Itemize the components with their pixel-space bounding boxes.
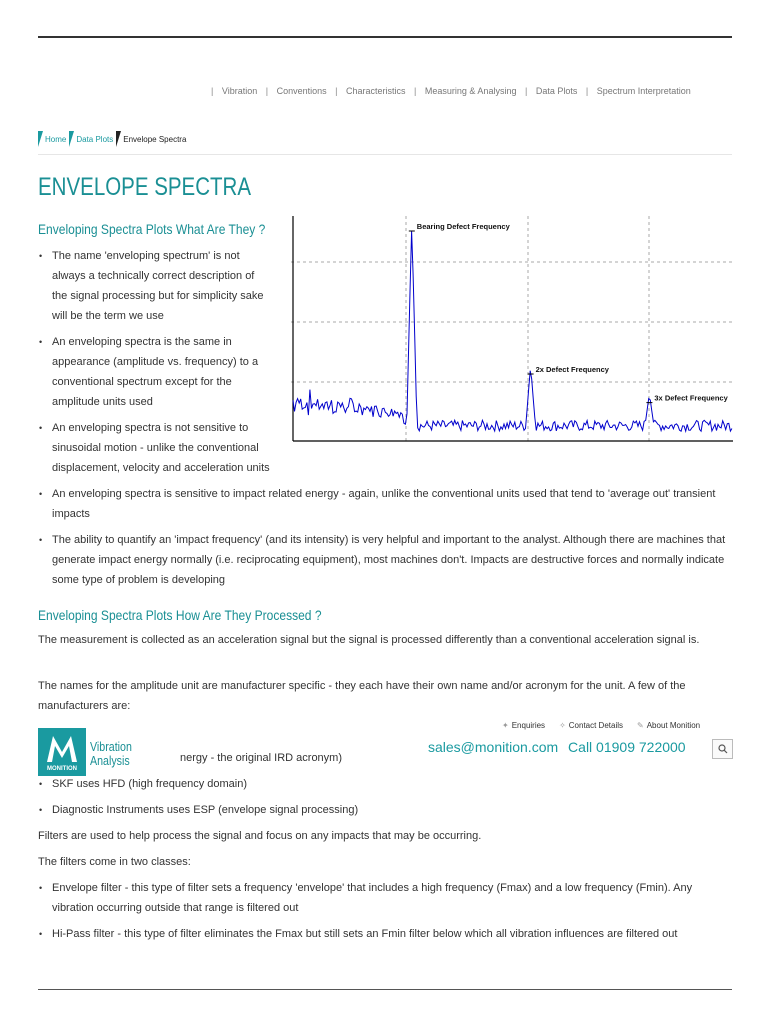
breadcrumb-divider [38,154,732,155]
logo-words: Vibration Analysis [90,739,132,768]
list-item: • Envelope filter - this type of filter sets a frequency 'envelope' that includes a high frequency (Fmax) and a low frequency (Fmin). Any vibration occurring outside that range is filtered out [38,878,732,918]
main-nav: | Vibration | Conventions | Characteristics | Measuring & Analysing | Data Plots | Spectrum Interpretation [211,86,691,96]
envelope-spectrum-chart [291,216,733,442]
list-item: • An enveloping spectra is not sensitive to sinusoidal motion - unlike the conventional displacement, velocity and acceleration units [38,418,732,478]
chart-annotation-2: 2x Defect Frequency [535,365,609,374]
search-button[interactable] [712,739,733,759]
section-heading-what: Enveloping Spectra Plots What Are They ? [38,221,266,237]
bottom-rule [38,989,732,990]
paragraph: The filters come in two classes: [38,856,191,868]
page-title: ENVELOPE SPECTRA [38,173,252,201]
paragraph: The measurement is collected as an acceleration signal but the signal is processed differently than a conventional acceleration signal is. [38,634,700,646]
about-icon: ✎ [637,721,644,730]
breadcrumb-flag-icon [69,131,74,147]
nav-item-conventions[interactable]: Conventions [276,86,327,96]
partial-list-text: nergy - the original IRD acronym) [180,752,343,764]
manufacturer-list [38,774,732,826]
list-item: • An enveloping spectra is sensitive to impact related energy - again, unlike the conventional units used that tend to 'average out' transient impacts [38,484,732,524]
breadcrumb-current: Envelope Spectra [116,131,189,147]
breadcrumb-home[interactable]: Home [38,131,69,147]
filter-list [38,878,732,944]
top-rule [38,36,732,38]
nav-item-spectrum-interpretation[interactable]: Spectrum Interpretation [596,86,691,96]
nav-item-measuring[interactable]: Measuring & Analysing [424,86,517,96]
breadcrumb-data-plots[interactable]: Data Plots [69,131,116,147]
paragraph: The names for the amplitude unit are manufacturer specific - they each have their own name and/or acronym for the unit. A few of the manufacturers are: [38,680,686,712]
section-heading-processed: Enveloping Spectra Plots How Are They Processed ? [38,607,322,623]
chart-annotation-1: Bearing Defect Frequency [416,222,510,231]
list-item: • An enveloping spectra is the same in appearance (amplitude vs. frequency) to a conventional spectrum except for the amplitude units used [38,332,270,412]
list-item: • Diagnostic Instruments uses ESP (envelope signal processing) [38,800,732,826]
enquiries-link[interactable]: ✦ Enquiries [502,721,546,730]
about-link[interactable]: ✎ About Monition [637,721,701,730]
breadcrumb-flag-icon [38,131,43,147]
contact-info [428,739,686,755]
search-icon [718,744,728,754]
enquiries-icon: ✦ [502,721,509,730]
list-item: • The name 'enveloping spectrum' is not always a technically correct description of the signal processing but for simplicity sake will be the term we use [38,246,270,326]
monition-logo[interactable] [38,728,138,776]
list-item: • The ability to quantify an 'impact frequency' (and its intensity) is very helpful and important to the analyst. Although there are machines that generate impact energy normally (i.e. reciprocating equipment), most machines don't. Impacts are destructive forces and normally indicate some type of problem is developing [38,530,732,590]
email-link[interactable]: sales@monition.com [428,739,559,755]
contact-details-link[interactable]: ✧ Contact Details [559,721,624,730]
list-item: • SKF uses HFD (high frequency domain) [38,774,732,800]
utility-links [502,721,700,730]
breadcrumb-flag-icon [116,131,121,147]
list-item: • Hi-Pass filter - this type of filter eliminates the Fmax but still sets an Fmin filter below which all vibration influences are filtered out [38,924,732,944]
logo-mark: MONITION [38,728,86,776]
contact-icon: ✧ [559,721,566,730]
breadcrumb [38,131,189,147]
chart-annotation-3: 3x Defect Frequency [654,393,728,403]
nav-item-characteristics[interactable]: Characteristics [346,86,406,96]
nav-item-vibration[interactable]: Vibration [221,86,258,96]
paragraph: Filters are used to help process the signal and focus on any impacts that may be occurring. [38,830,482,842]
chart-grid [291,216,733,442]
phone-link[interactable]: Call 01909 722000 [568,739,686,755]
nav-item-data-plots[interactable]: Data Plots [535,86,578,96]
